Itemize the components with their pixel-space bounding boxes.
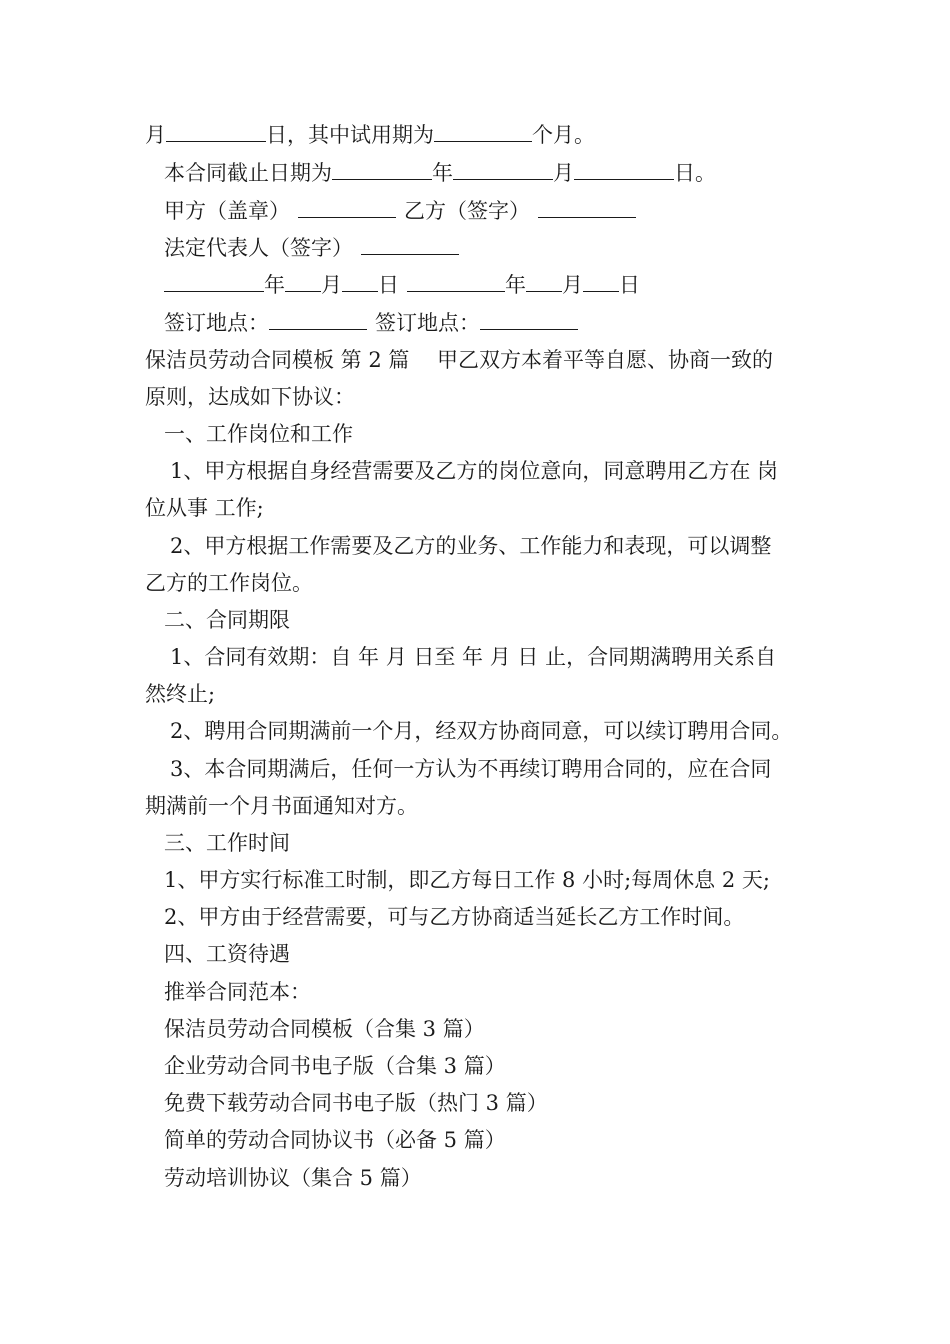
text-day: 日 [619,273,640,297]
sign-place-line [164,308,578,338]
contract2-title-cont: 原则，达成如下协议： [145,385,355,409]
text-year: 年 [432,161,453,185]
blank-field [342,270,378,292]
recommend-link[interactable]: 劳动培训协议（集合 5 篇） [164,1166,422,1190]
text-months: 个月。 [532,123,595,147]
text-month: 月 [321,273,342,297]
blank-field [361,233,459,255]
signature-parties-line [164,196,636,226]
section-heading: 四、工资待遇 [164,942,290,966]
paragraph: 然终止; [145,682,216,706]
end-date-line [164,158,716,188]
recommend-link[interactable]: 企业劳动合同书电子版（合集 3 篇） [164,1054,506,1078]
recommend-link[interactable]: 简单的劳动合同协议书（必备 5 篇） [164,1128,506,1152]
paragraph: 乙方的工作岗位。 [145,571,313,595]
section-heading: 二、合同期限 [164,608,290,632]
text-year: 年 [505,273,526,297]
blank-field [407,270,505,292]
blank-field [538,196,636,218]
party-b-sign-label: 乙方（签字） [404,199,530,223]
recommend-heading: 推举合同范本： [164,980,311,1004]
paragraph: 2、甲方由于经营需要，可与乙方协商适当延长乙方工作时间。 [164,905,745,929]
text-month: 月 [562,273,583,297]
blank-field [164,270,264,292]
blank-field [453,158,553,180]
section-heading: 三、工作时间 [164,831,290,855]
paragraph: 1、甲方实行标准工时制，即乙方每日工作 8 小时;每周休息 2 天; [164,868,770,892]
blank-field [269,308,367,330]
legal-rep-label: 法定代表人（签字） [164,236,353,260]
paragraph: 2、甲方根据工作需要及乙方的业务、工作能力和表现，可以调整 [170,534,772,558]
text-month: 月 [553,161,574,185]
sign-date-line [164,270,640,300]
paragraph: 1、合同有效期：自 年 月 日至 年 月 日 止，合同期满聘用关系自 [170,645,777,669]
text-trial-period: 日，其中试用期为 [266,123,434,147]
blank-field [298,196,396,218]
party-a-seal-label: 甲方（盖章） [164,199,290,223]
blank-field [583,270,619,292]
text-year: 年 [264,273,285,297]
sign-place-label: 签订地点： [375,311,480,335]
paragraph: 1、甲方根据自身经营需要及乙方的岗位意向，同意聘用乙方在 岗 [170,459,779,483]
paragraph: 位从事 工作; [145,496,264,520]
blank-field [434,120,532,142]
text-day: 日 [378,273,399,297]
sign-place-label: 签订地点： [164,311,269,335]
text-end-date: 本合同截止日期为 [164,161,332,185]
blank-field [285,270,321,292]
paragraph: 2、聘用合同期满前一个月，经双方协商同意，可以续订聘用合同。 [170,719,793,743]
blank-field [574,158,674,180]
paragraph: 期满前一个月书面通知对方。 [145,794,418,818]
blank-field [480,308,578,330]
recommend-link[interactable]: 保洁员劳动合同模板（合集 3 篇） [164,1017,485,1041]
contract2-title: 保洁员劳动合同模板 第 2 篇 甲乙双方本着平等自愿、协商一致的 [145,348,774,372]
recommend-link[interactable]: 免费下载劳动合同书电子版（热门 3 篇） [164,1091,548,1115]
trial-period-line [145,120,595,150]
paragraph: 3、本合同期满后，任何一方认为不再续订聘用合同的，应在合同 [170,757,772,781]
text-month: 月 [145,123,166,147]
blank-field [526,270,562,292]
section-heading: 一、工作岗位和工作 [164,422,353,446]
legal-rep-line [164,233,459,263]
blank-field [166,120,266,142]
blank-field [332,158,432,180]
text-day: 日。 [674,161,716,185]
